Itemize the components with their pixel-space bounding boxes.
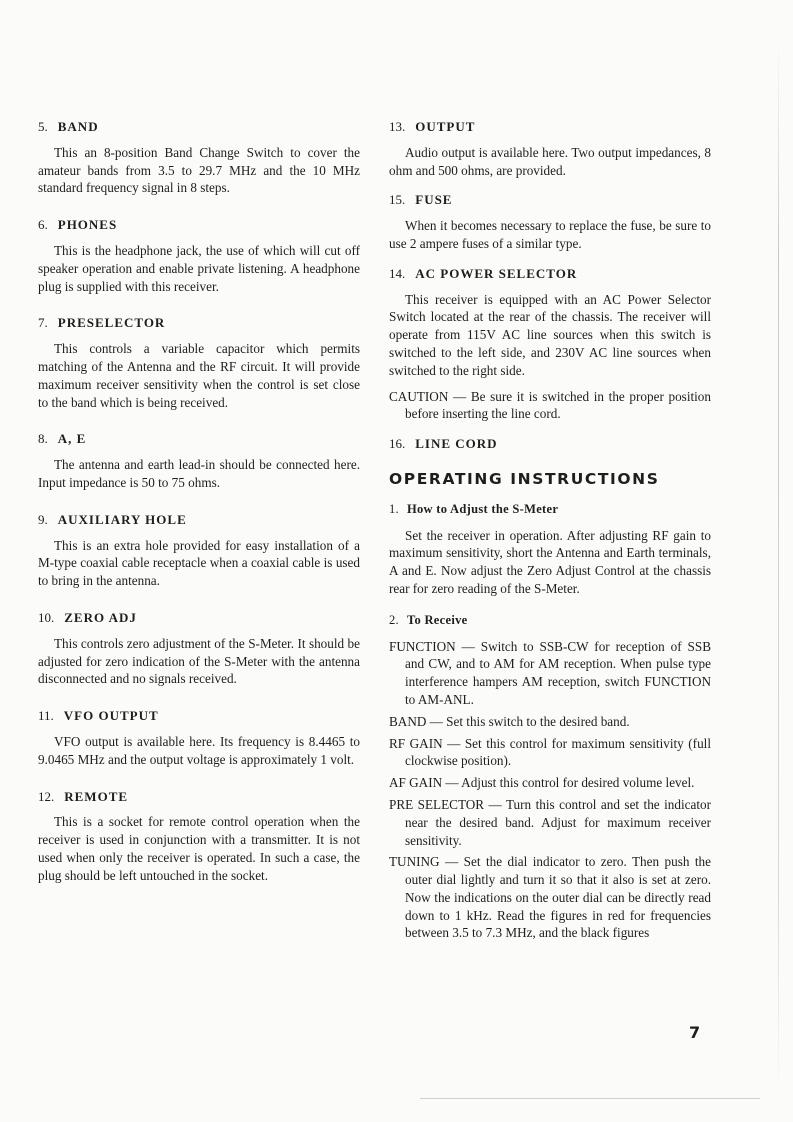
page-edge-shadow [778, 40, 779, 1100]
section-number: 11. [38, 708, 54, 724]
section-number: 10. [38, 609, 55, 625]
section-number: 14. [389, 265, 406, 281]
instruction-item-rf-gain: RF GAIN — Set this control for maximum sensitivity (full clockwise position). [389, 735, 711, 769]
section-title: PHONES [57, 217, 118, 233]
subsection-body: Set the receiver in operation. After adjusting RF gain to maximum sensitivity, short the Antenna and Earth terminals, A and E. Now adjust the Zero Adjust Control at the chassis rear for zero reading of the S-Meter. [389, 527, 711, 596]
subsection-title: How to Adjust the S-Meter [406, 501, 559, 516]
section-title: A, E [57, 431, 87, 447]
section-body: This receiver is equipped with an AC Power Selector Switch located at the rear of the chassis. The receiver will operate from 115V AC line sources when this switch is switched to the left side, and 230V AC line sources when switched to the right side. [389, 291, 711, 378]
section-number: 7. [38, 315, 48, 331]
section-title: BAND [57, 119, 99, 134]
right-column [389, 118, 711, 946]
section-body: When it becomes necessary to replace the fuse, be sure to use 2 ampere fuses of a similar type. [389, 218, 711, 251]
section-title: VFO OUTPUT [63, 708, 159, 724]
section-auxiliary-hole [38, 511, 360, 590]
section-title: PRESELECTOR [57, 315, 166, 331]
caution-note: CAUTION — Be sure it is switched in the proper position before inserting the line cord. [389, 388, 711, 422]
section-body: The antenna and earth lead-in should be connected here. Input impedance is 50 to 75 ohms. [38, 457, 360, 490]
section-number: 13. [389, 119, 406, 134]
left-column [38, 118, 360, 904]
section-body: This controls zero adjustment of the S-Meter. It should be adjusted for zero indication of the S-Meter with the antenna disconnected and no signals received. [38, 635, 360, 687]
section-band [38, 118, 360, 197]
section-fuse [389, 191, 711, 252]
subsection-to-receive [389, 612, 711, 943]
subsection-s-meter [389, 501, 711, 598]
section-body: This is a socket for remote control operation when the receiver is used in conjunction with a transmitter. It is not used when only the receiver is operated. In such a case, the plug should be left untouched in the socket. [38, 814, 360, 883]
section-title: REMOTE [64, 788, 129, 804]
section-number: 6. [38, 217, 48, 233]
section-title: ZERO ADJ [64, 609, 137, 625]
section-number: 8. [38, 431, 48, 447]
section-remote [38, 788, 360, 885]
subsection-number: 1. [389, 501, 399, 516]
section-line-cord [389, 435, 711, 453]
section-zero-adj [38, 609, 360, 688]
section-body: VFO output is available here. Its frequency is 8.4465 to 9.0465 MHz and the output voltage is approximately 1 volt. [38, 733, 360, 767]
section-number: 16. [389, 436, 406, 452]
instruction-item-pre-selector: PRE SELECTOR — Turn this control and set the indicator near the desired band. Adjust for maximum receiver sensitivity. [389, 796, 711, 848]
instruction-item-band: BAND — Set this switch to the desired band. [389, 713, 630, 729]
section-number: 5. [38, 119, 48, 134]
section-body: Audio output is available here. Two output impedances, 8 ohm and 500 ohms, are provided. [389, 144, 711, 178]
section-number: 9. [38, 511, 48, 527]
operating-instructions-heading: OPERATING INSTRUCTIONS [389, 469, 660, 488]
section-body: This is an extra hole provided for easy installation of a M-type coaxial cable receptacle when a coaxial cable is used to bring in the antenna. [38, 537, 360, 589]
section-title: LINE CORD [415, 436, 498, 452]
subsection-number: 2. [389, 612, 399, 627]
section-title: FUSE [415, 192, 453, 208]
section-body: This an 8-position Band Change Switch to cover the amateur bands from 3.5 to 29.7 MHz and the 10 MHz standard frequency signal in 8 steps. [38, 144, 360, 196]
section-ac-power-selector [389, 265, 711, 380]
instruction-item-function: FUNCTION — Switch to SSB-CW for reception of SSB and CW, and to AM for AM reception. When pulse type interference hampers AM reception, switch FUNCTION to AM-ANL. [389, 638, 711, 707]
section-antenna-earth [38, 430, 360, 491]
instruction-item-tuning: TUNING — Set the dial indicator to zero. Then push the outer dial lightly and turn it so that it also is set at zero. Now the indications on the outer dial can be directly read down to 1 kHz. Read the figures in red for frequencies between 3.5 to 7.3 MHz, and the black figures [389, 854, 711, 941]
page-bottom-line [420, 1098, 760, 1099]
section-title: OUTPUT [415, 119, 476, 134]
section-preselector [38, 314, 360, 411]
section-body: This controls a variable capacitor which permits matching of the Antenna and the RF circuit. It will provide maximum receiver sensitivity when the control is set close to the band which is being received. [38, 341, 360, 410]
section-title: AUXILIARY HOLE [57, 511, 187, 527]
subsection-title: To Receive [406, 612, 468, 627]
section-title: AC POWER SELECTOR [415, 265, 578, 281]
section-phones [38, 216, 360, 295]
page-number: 7 [689, 1023, 701, 1042]
section-body: This is the headphone jack, the use of which will cut off speaker operation and enable private listening. A headphone plug is supplied with this receiver. [38, 242, 360, 294]
instruction-item-af-gain: AF GAIN — Adjust this control for desired volume level. [389, 775, 695, 791]
section-number: 15. [389, 192, 406, 208]
section-number: 12. [38, 788, 55, 804]
section-output [389, 118, 711, 179]
section-vfo-output [38, 707, 360, 768]
